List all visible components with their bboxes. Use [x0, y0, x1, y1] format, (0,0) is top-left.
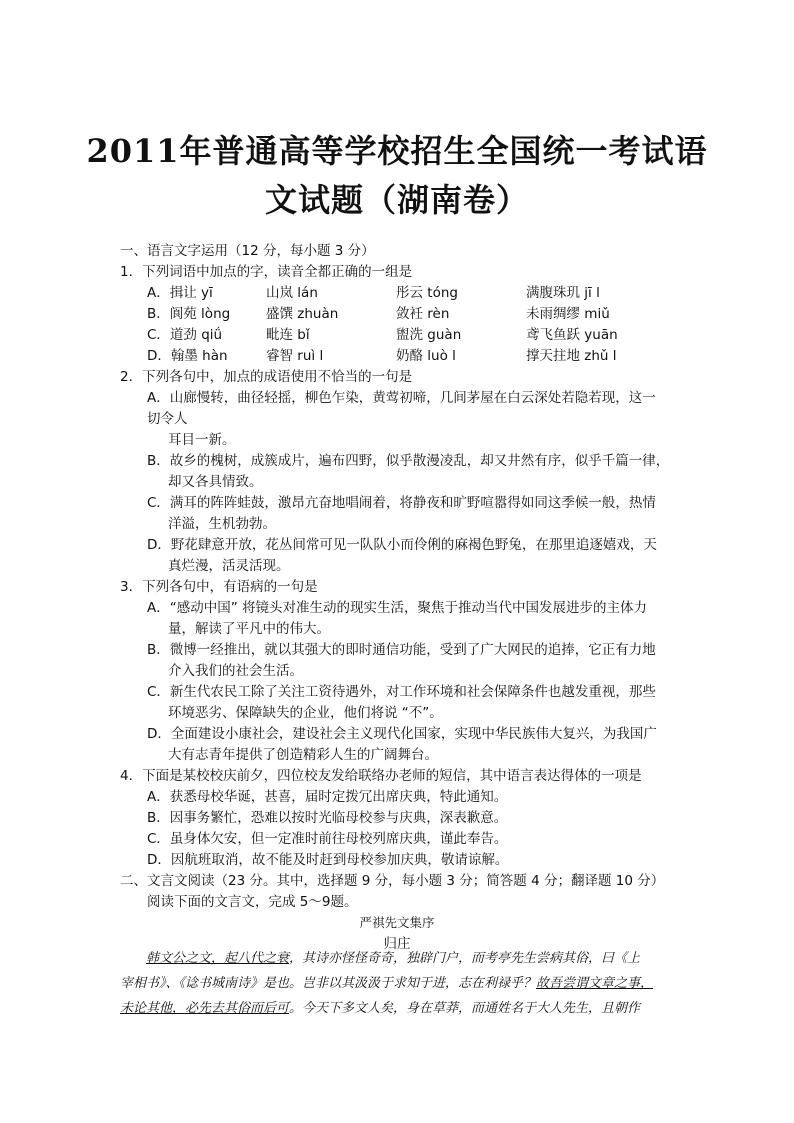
q2-option-c-line1: C．满耳的阵阵蛙鼓，激昂亢奋地唱闹着，将静夜和旷野喧嚣得如同这季候一般，热情: [147, 495, 656, 511]
q4-stem: 4．下面是某校校庆前夕，四位校友发给联络办老师的短信，其中语言表达得体的一项是: [120, 768, 642, 784]
q3-option-b-line2: 介入我们的社会生活。: [168, 663, 303, 679]
q2-option-c-line2: 洋溢，生机勃勃。: [168, 516, 276, 532]
q3-stem: 3．下列各句中，有语病的一句是: [120, 579, 318, 595]
q1-row-a-col2: 山岚 lán: [266, 285, 318, 301]
q1-row-b-col3: 敛衽 rèn: [396, 306, 450, 322]
q3-option-d-line2: 大有志青年提供了创造精彩人生的广阔舞台。: [168, 747, 438, 763]
q1-row-c-col3: 盥洗 guàn: [396, 327, 462, 343]
exam-title-line1: 2011年普通高等学校招生全国统一考试语: [86, 132, 708, 170]
q1-row-c-col4: 鸢飞鱼跃 yuān: [526, 327, 618, 343]
q1-row-a-col3: 彤云 tóng: [396, 285, 458, 301]
q1-row-b-col2: 盛馔 zhuàn: [266, 306, 339, 322]
passage-line3: [120, 996, 676, 1021]
passage-text-1: ，其诗亦怪怪奇奇，独辟门户，而考亭先生尝病其俗，曰《上: [289, 951, 641, 966]
passage-title: 严祺先文集序: [359, 915, 435, 930]
q3-option-c-line2: 环境恶劣、保障缺失的企业，他们将说 “不”。: [168, 705, 443, 721]
q4-option-a: A．获悉母校华诞，甚喜，届时定拨冗出席庆典，特此通知。: [147, 789, 508, 805]
passage-line2: [120, 971, 676, 996]
q1-row-a-col1: A．揖让 yī: [147, 285, 213, 301]
q2-option-d-line2: 真烂漫，活灵活现。: [168, 558, 290, 574]
q2-stem: 2．下列各句中，加点的成语使用不恰当的一句是: [120, 369, 413, 385]
q1-row-d-col3: 奶酪 luò l: [396, 348, 456, 364]
passage-line1: [120, 946, 676, 971]
q1-row-d-col1: D．翰墨 hàn: [147, 348, 228, 364]
q2-option-a-line3: 耳目一新。: [168, 432, 236, 448]
q2-option-d-line1: D．野花肆意开放，花丛间常可见一队队小而伶俐的麻褐色野兔，在那里追逐嬉戏，天: [147, 537, 657, 553]
q2-option-b-line2: 却又各具情致。: [168, 474, 263, 490]
q1-row-c-col2: 毗连 bǐ: [266, 327, 310, 343]
passage-underline-3: 未论其他，必先去其俗而后可: [120, 1001, 290, 1016]
q4-option-c: C．虽身体欠安，但一定准时前往母校列席庆典，谨此奉告。: [147, 831, 508, 847]
q1-row-a-col4: 满腹珠玑 jī l: [526, 285, 600, 301]
q2-option-b-line1: B．故乡的槐树，成簇成片，遍布四野，似乎散漫凌乱，却又井然有序，似乎千篇一律，: [147, 453, 670, 469]
passage-underline-1: 韩文公之文，起八代之衰: [146, 951, 290, 966]
q3-option-d-line1: D．全面建设小康社会，建设社会主义现代化国家，实现中华民族伟大复兴，为我国广: [147, 726, 657, 742]
q1-row-c-col1: C．道劲 qiǘ: [147, 327, 223, 343]
passage-text-2: 宰相书》、《谂书城南诗》是也。岂非以其汲汲于求知于进，志在利禄乎？: [120, 976, 537, 991]
q3-option-a-line1: A．“感动中国” 将镜头对准生动的现实生活，聚焦于推动当代中国发展进步的主体力: [147, 600, 648, 616]
q4-option-b: B．因事务繁忙，恐难以按时光临母校参与庆典，深表歉意。: [147, 810, 508, 826]
q3-option-b-line1: B．微博一经推出，就以其强大的即时通信功能，受到了广大网民的追捧，它正有力地: [147, 642, 656, 658]
q3-option-a-line2: 量，解读了平凡中的伟大。: [168, 621, 330, 637]
q2-option-a-line2: 切令人: [147, 411, 188, 427]
passage-author: 归庄: [383, 936, 411, 952]
q3-option-c-line1: C．新生代农民工除了关注工资待遇外，对工作环境和社会保障条件也越发重视，那些: [147, 684, 656, 700]
q1-row-d-col2: 睿智 ruì l: [266, 348, 324, 364]
q4-option-d: D．因航班取消，故不能及时赶到母校参加庆典，敬请谅解。: [147, 852, 509, 868]
q1-stem: 1．下列词语中加点的字，读音全都正确的一组是: [120, 264, 413, 280]
section2-heading: 二、文言文阅读（23 分。其中，选择题 9 分，每小题 3 分；简答题 4 分；翻译题 10 分）: [120, 873, 665, 889]
section2-intro: 阅读下面的文言文，完成 5～9题。: [147, 894, 358, 910]
passage-text-3: 。今天下多文人矣，身在草莽，而通姓名于大人先生，且朝作: [289, 1001, 641, 1016]
q1-row-b-col1: B．阆苑 lòng: [147, 306, 231, 322]
q1-row-b-col4: 未雨绸缪 miǔ: [526, 306, 610, 322]
q2-option-a-line1: A．山廊慢转，曲径轻摇，柳色乍染，黄莺初啼，几间茅屋在白云深处若隐若现，这一: [147, 390, 656, 406]
section1-heading: 一、语言文字运用（12 分，每小题 3 分）: [120, 243, 375, 259]
passage-underline-2: 故吾尝谓文章之事，: [536, 976, 654, 991]
q1-row-d-col4: 撑天拄地 zhǔ l: [526, 348, 617, 364]
exam-title-line2: 文试题（湖南卷）: [264, 181, 529, 219]
